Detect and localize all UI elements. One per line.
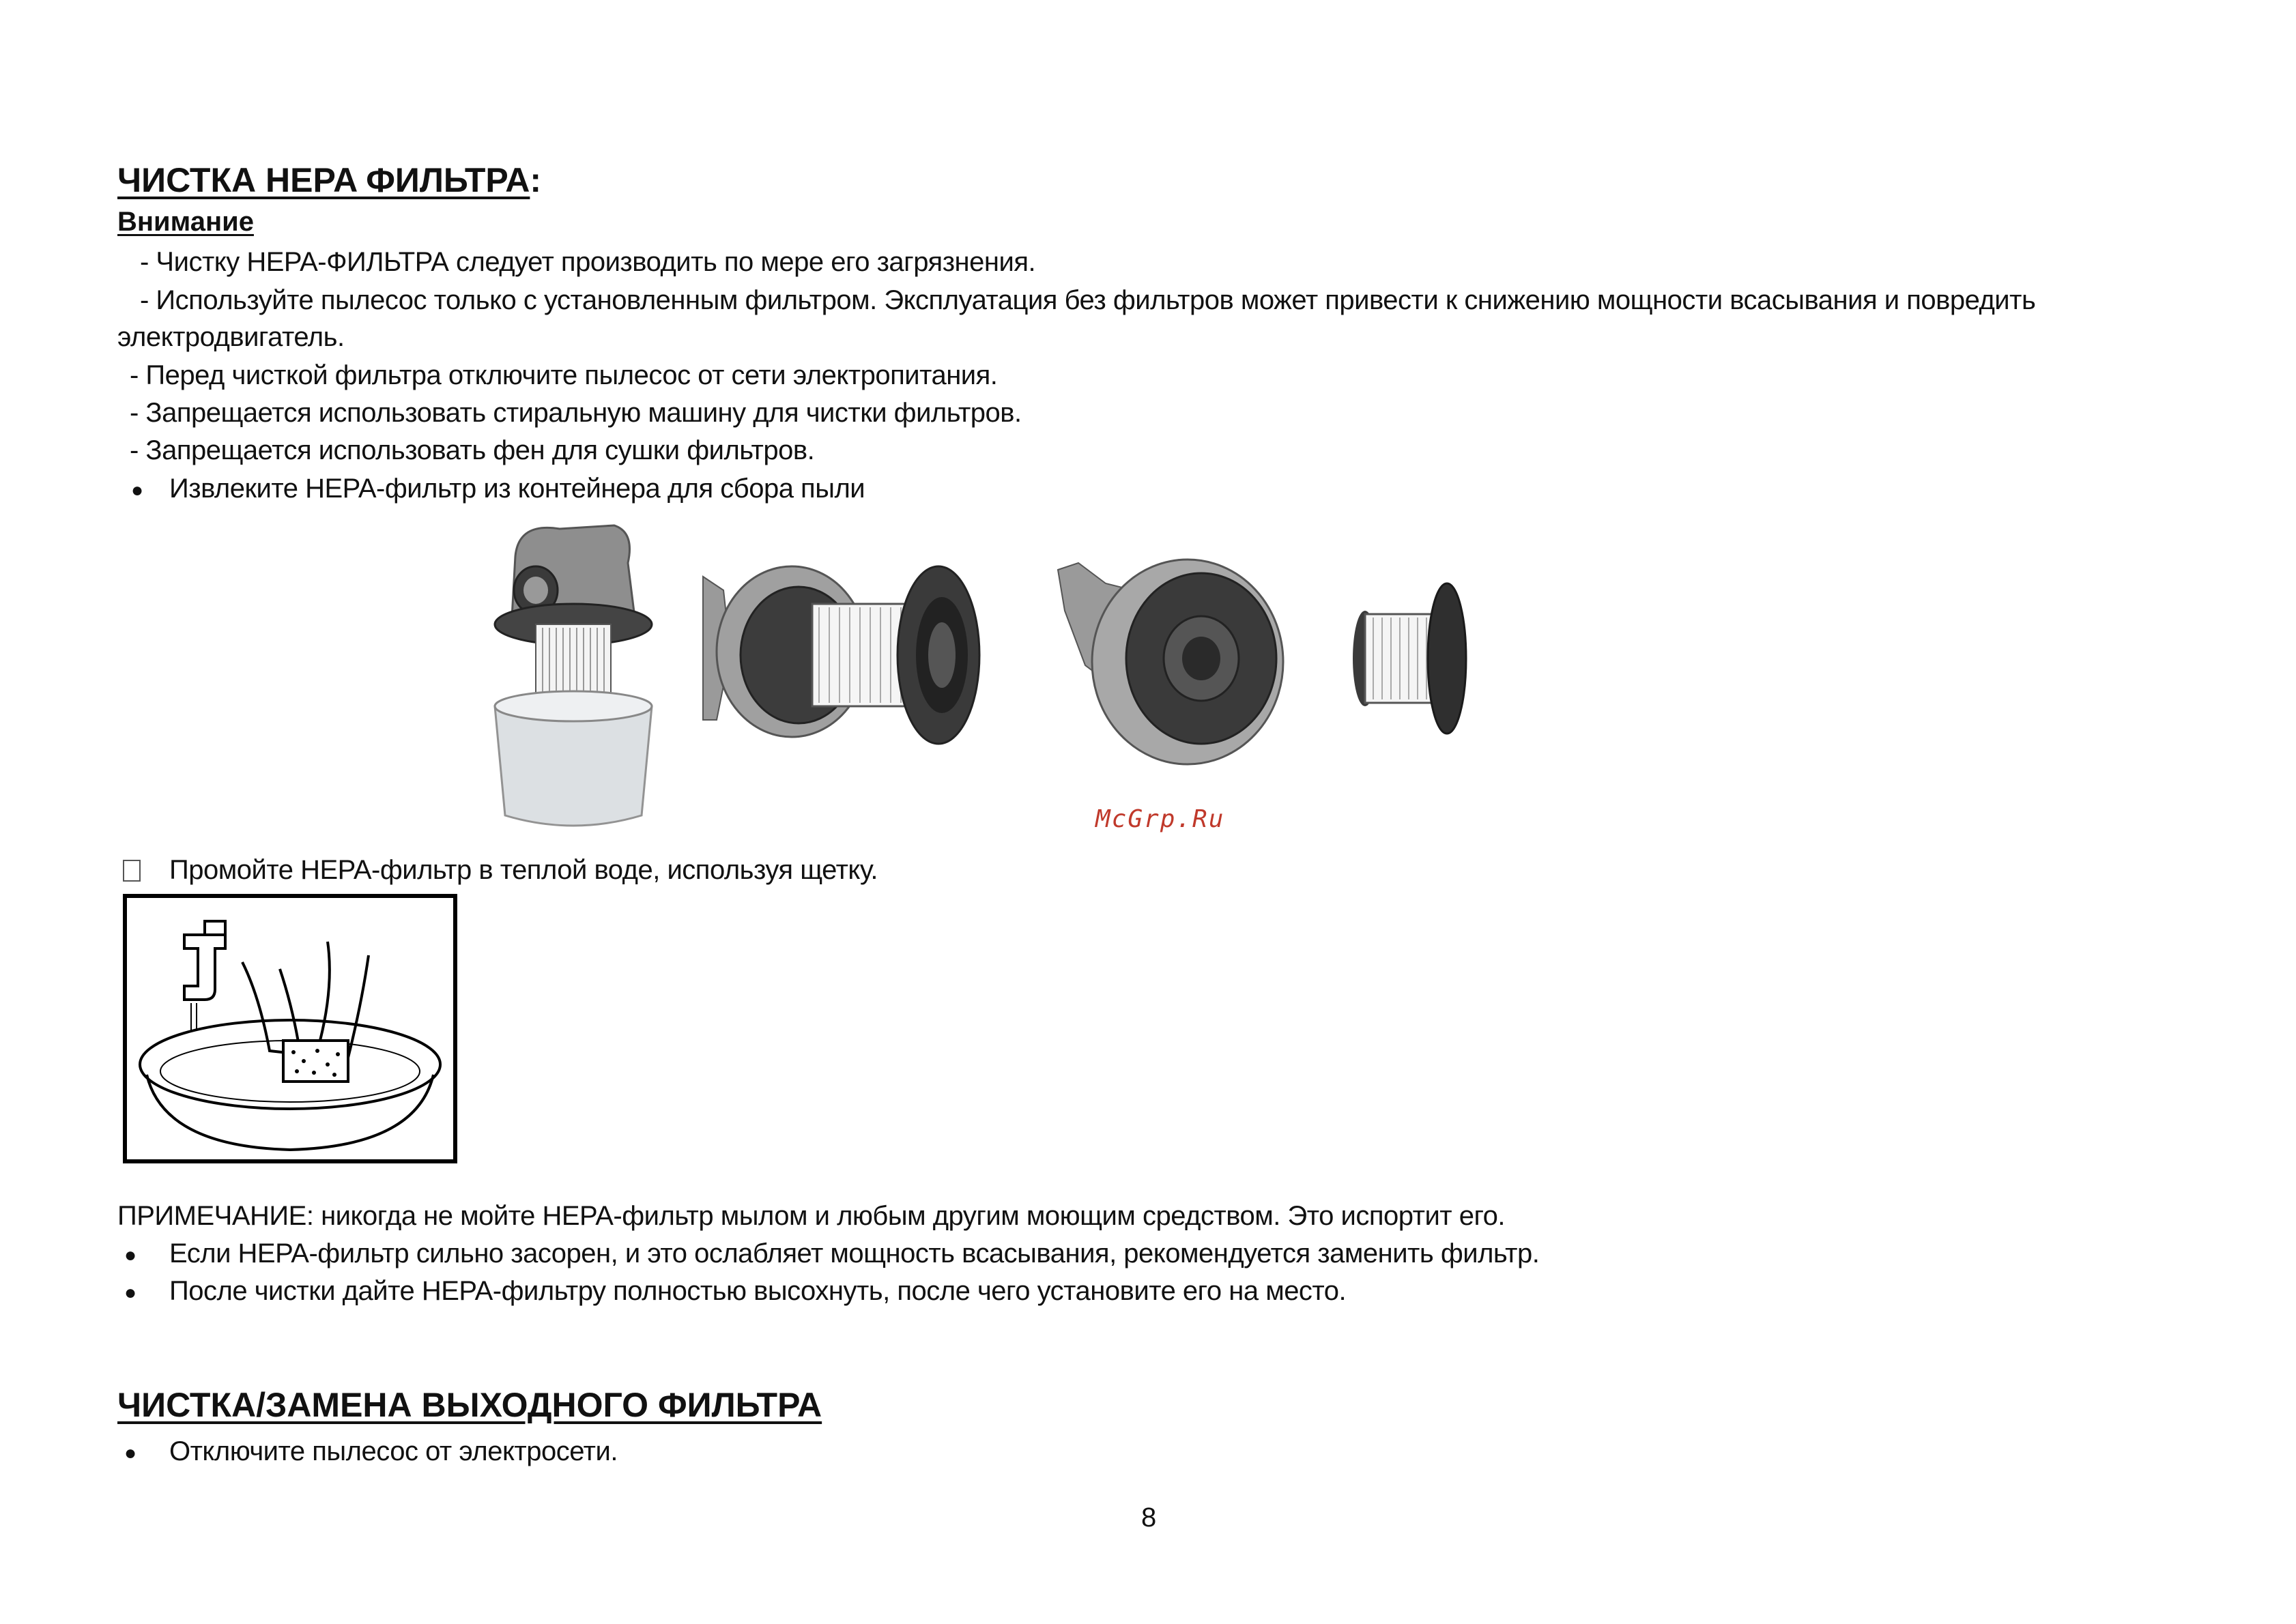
note-text: ПРИМЕЧАНИЕ: никогда не мойте HEPA-фильтр мылом и любым другим моющим средством. Это испортит его. (117, 1201, 1506, 1231)
bullet-text: Отключите пылесос от электросети. (169, 1436, 618, 1466)
warning-line: - Чистку HEPA-ФИЛЬТРА следует производить по мере его загрязнения. (140, 247, 1036, 277)
checkbox-glyph-icon (123, 860, 141, 882)
bullet-text: После чистки дайте HEPA-фильтру полностью высохнуть, после чего установите его на место. (169, 1276, 1347, 1306)
warning-line: - Запрещается использовать фен для сушки фильтров. (130, 435, 815, 465)
hepa-filter-image (1353, 583, 1466, 734)
dust-container-image (495, 525, 652, 826)
section-title-hepa: ЧИСТКА HEPA ФИЛЬТРА: (117, 161, 542, 199)
bullet-icon: ● (124, 1281, 137, 1304)
warning-line: - Перед чисткой фильтра отключите пылесос от сети электропитания. (130, 360, 998, 390)
washing-illustration (123, 894, 457, 1163)
watermark-text: McGrp.Ru (1095, 805, 1225, 833)
warning-line: - Используйте пылесос только с установленным фильтром. Эксплуатация без фильтров может привести к снижению мощности всасывания и повредить (140, 285, 2036, 315)
bullet-icon: ● (131, 479, 144, 502)
filter-housing-image (703, 566, 979, 744)
page-number: 8 (1141, 1503, 1157, 1533)
bullet-text: Если HEPA-фильтр сильно засорен, и это ослабляет мощность всасывания, рекомендуется заменить фильтр. (169, 1238, 1540, 1268)
warning-line: электродвигатель. (117, 322, 345, 352)
housing-open-image (1058, 560, 1283, 764)
filter-removal-illustration (478, 515, 1502, 843)
section-title-exhaust-filter: ЧИСТКА/ЗАМЕНА ВЫХОДНОГО ФИЛЬТРА (117, 1386, 822, 1424)
step-remove-text: Извлеките HEPA-фильтр из контейнера для сбора пыли (169, 474, 865, 504)
bullet-icon: ● (124, 1442, 137, 1464)
warning-line: - Запрещается использовать стиральную машину для чистки фильтров. (130, 398, 1022, 428)
bullet-icon: ● (124, 1244, 137, 1266)
step-wash-text: Промойте HEPA-фильтр в теплой воде, используя щетку. (169, 855, 878, 885)
attention-label: Внимание (117, 207, 254, 237)
